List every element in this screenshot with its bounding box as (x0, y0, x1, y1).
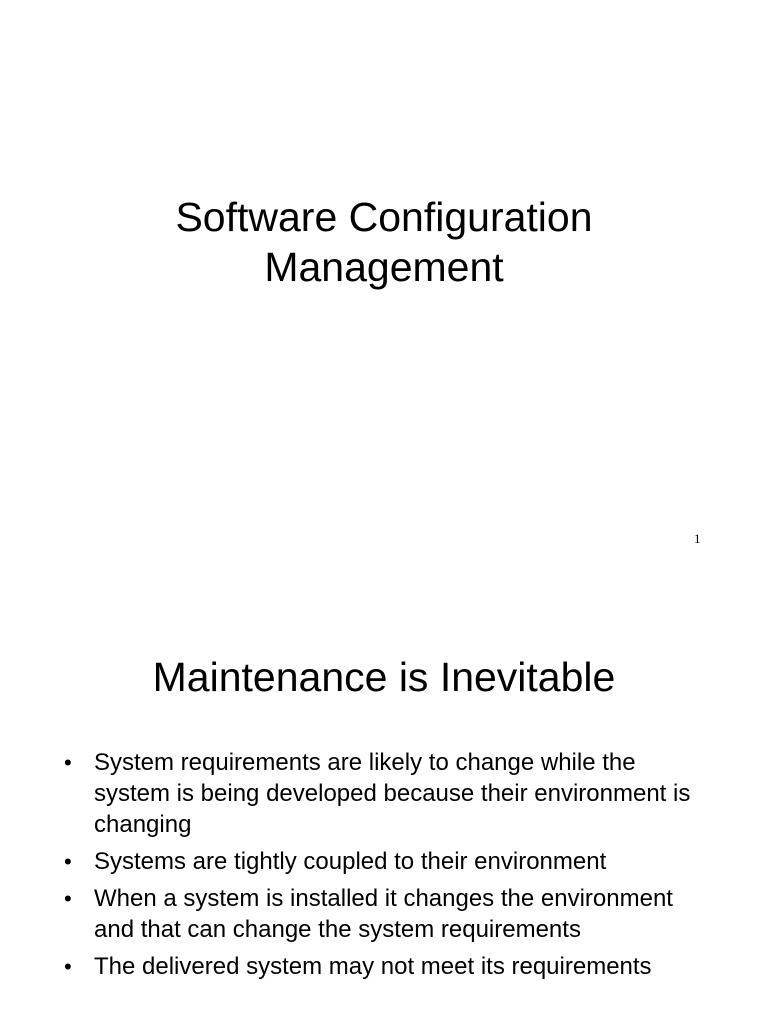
slide-2 (0, 576, 768, 1024)
bullet-text: Systems are tightly coupled to their environment (94, 848, 607, 875)
bullet-list (64, 747, 704, 988)
bullet-text: When a system is installed it changes the environment and that can change the system requirements (94, 885, 673, 943)
bullet-item (64, 883, 704, 945)
bullet-text: System requirements are likely to change while the system is being developed because their environment is changing (94, 749, 691, 838)
slide-title (0, 192, 768, 292)
bullet-icon: • (64, 750, 72, 775)
bullet-icon: • (64, 886, 72, 911)
slide-title: Maintenance is Inevitable (152, 654, 616, 700)
bullet-item (64, 951, 704, 982)
bullet-text: The delivered system may not meet its requirements (94, 953, 652, 980)
bullet-item (64, 747, 704, 840)
title-line-1: Software Configuration (175, 194, 593, 240)
bullet-icon: • (64, 954, 72, 979)
title-line-2: Management (264, 244, 504, 290)
page-number: 1 (694, 531, 701, 546)
bullet-icon: • (64, 849, 72, 874)
bullet-item (64, 846, 704, 877)
